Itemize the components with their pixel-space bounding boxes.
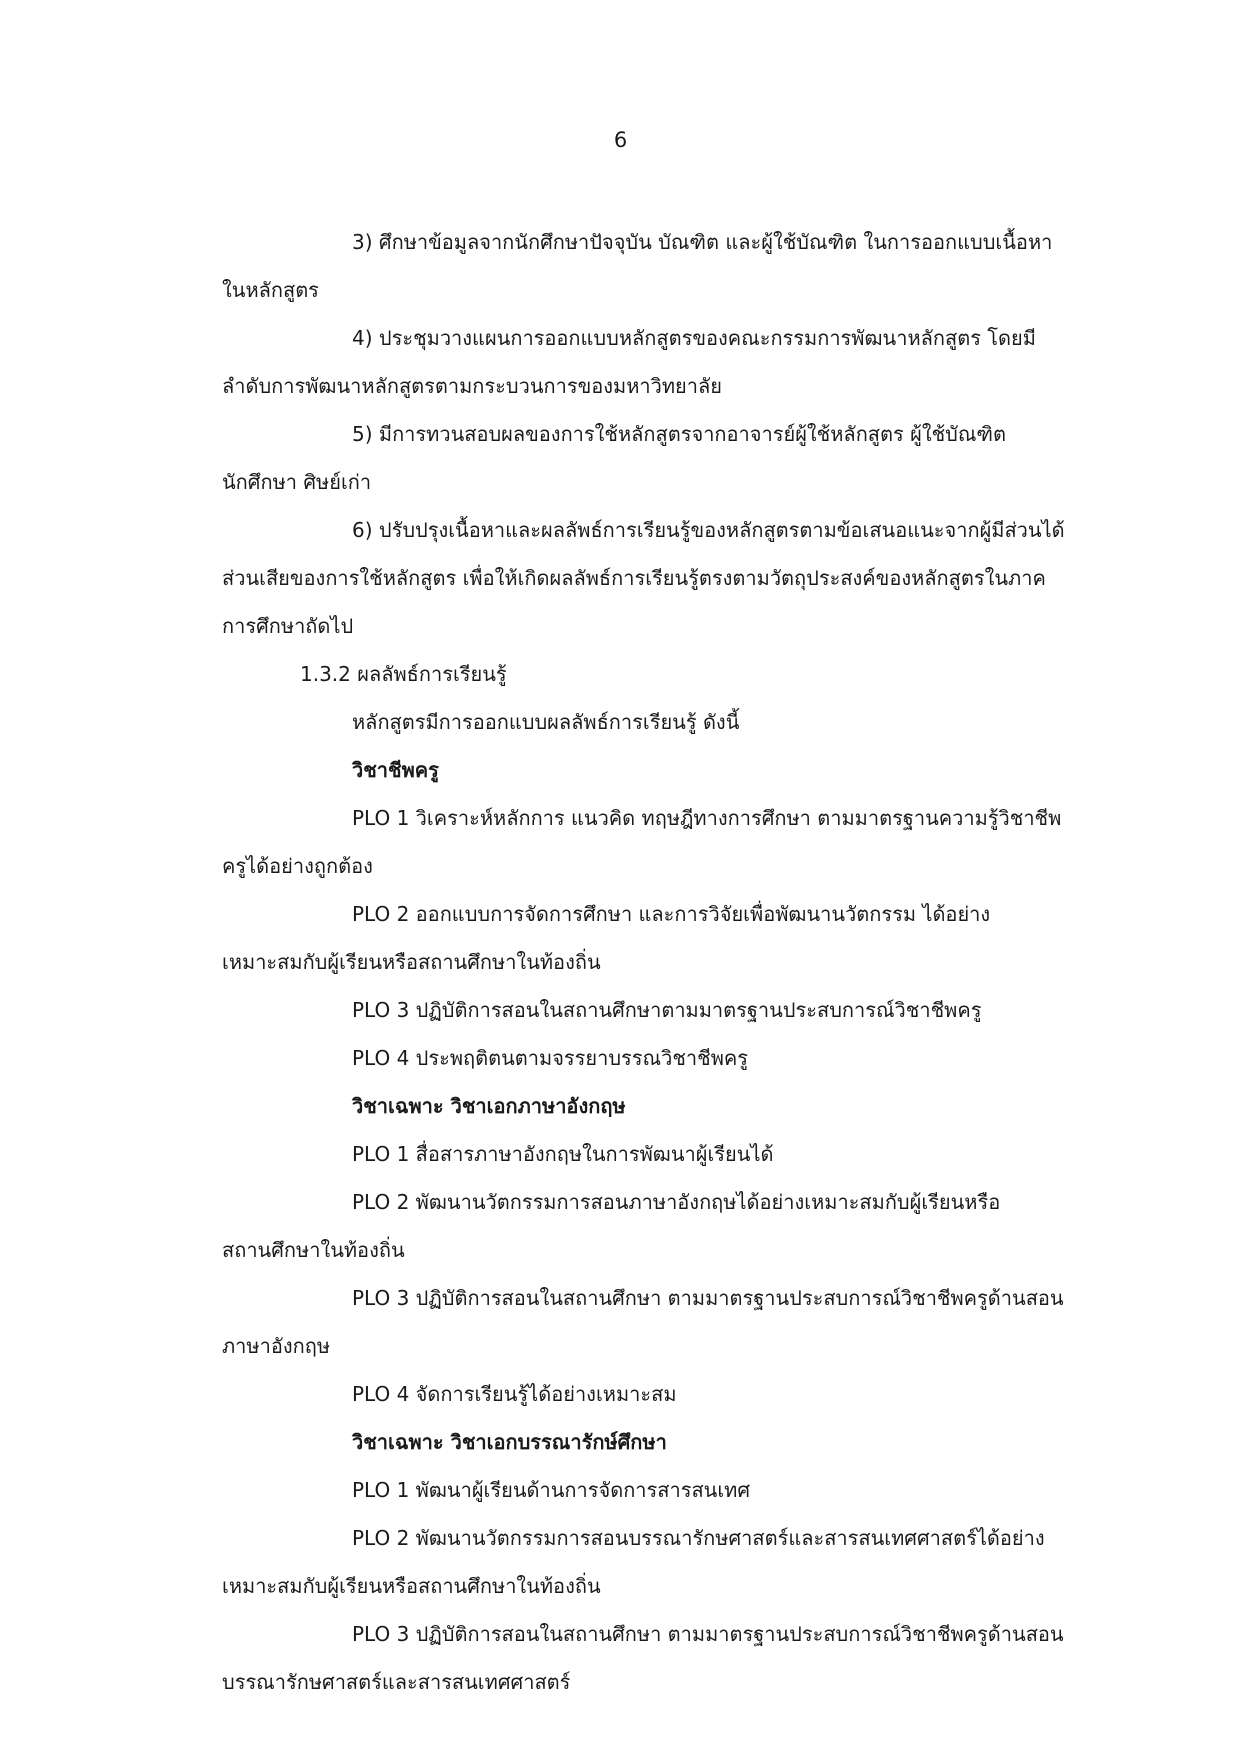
g3-plo2-line-2: เหมาะสมกับผู้เรียนหรือสถานศึกษาในท้องถิ่น: [222, 1574, 601, 1598]
step-6-line-1: 6) ปรับปรุงเนื้อหาและผลลัพธ์การเรียนรู้ของหลักสูตรตามข้อเสนอแนะจากผู้มีส่วนได้: [352, 518, 1065, 542]
step-6-line-3: การศึกษาถัดไป: [222, 614, 354, 638]
group-title-teaching-profession: วิชาชีพครู: [352, 758, 439, 782]
g1-plo1-line-2: ครูได้อย่างถูกต้อง: [222, 854, 373, 878]
g2-plo2-line-1: PLO 2 พัฒนานวัตกรรมการสอนภาษาอังกฤษได้อย่างเหมาะสมกับผู้เรียนหรือ: [352, 1190, 1001, 1214]
g2-plo3-line-1: PLO 3 ปฏิบัติการสอนในสถานศึกษา ตามมาตรฐานประสบการณ์วิชาชีพครูด้านสอน: [352, 1286, 1064, 1310]
g2-plo1: PLO 1 สื่อสารภาษาอังกฤษในการพัฒนาผู้เรียนได้: [352, 1142, 774, 1166]
g2-plo3-line-2: ภาษาอังกฤษ: [222, 1334, 331, 1358]
g3-plo3-line-1: PLO 3 ปฏิบัติการสอนในสถานศึกษา ตามมาตรฐานประสบการณ์วิชาชีพครูด้านสอน: [352, 1622, 1064, 1646]
page-number: 6: [613, 128, 628, 152]
step-3-line-1: 3) ศึกษาข้อมูลจากนักศึกษาปัจจุบัน บัณฑิต และผู้ใช้บัณฑิต ในการออกแบบเนื้อหา: [352, 230, 1053, 254]
group-title-english-major: วิชาเฉพาะ วิชาเอกภาษาอังกฤษ: [352, 1094, 626, 1118]
step-6-line-2: ส่วนเสียของการใช้หลักสูตร เพื่อให้เกิดผลลัพธ์การเรียนรู้ตรงตามวัตถุประสงค์ของหลักสูตรในภาค: [222, 566, 1046, 590]
subsection-intro: หลักสูตรมีการออกแบบผลลัพธ์การเรียนรู้ ดังนี้: [352, 710, 740, 734]
subsection-heading: 1.3.2 ผลลัพธ์การเรียนรู้: [300, 662, 507, 686]
g3-plo2-line-1: PLO 2 พัฒนานวัตกรรมการสอนบรรณารักษศาสตร์และสารสนเทศศาสตร์ได้อย่าง: [352, 1526, 1045, 1550]
g1-plo1-line-1: PLO 1 วิเคราะห์หลักการ แนวคิด ทฤษฎีทางการศึกษา ตามมาตรฐานความรู้วิชาชีพ: [352, 806, 1062, 830]
g1-plo4: PLO 4 ประพฤติตนตามจรรยาบรรณวิชาชีพครู: [352, 1046, 748, 1070]
step-5-line-2: นักศึกษา ศิษย์เก่า: [222, 470, 372, 494]
step-4-line-1: 4) ประชุมวางแผนการออกแบบหลักสูตรของคณะกรรมการพัฒนาหลักสูตร โดยมี: [352, 326, 1036, 350]
g1-plo2-line-1: PLO 2 ออกแบบการจัดการศึกษา และการวิจัยเพื่อพัฒนานวัตกรรม ได้อย่าง: [352, 902, 991, 926]
g1-plo2-line-2: เหมาะสมกับผู้เรียนหรือสถานศึกษาในท้องถิ่น: [222, 950, 601, 974]
g3-plo1: PLO 1 พัฒนาผู้เรียนด้านการจัดการสารสนเทศ: [352, 1478, 751, 1502]
group-title-library-major: วิชาเฉพาะ วิชาเอกบรรณารักษ์ศึกษา: [352, 1430, 667, 1454]
g2-plo4: PLO 4 จัดการเรียนรู้ได้อย่างเหมาะสม: [352, 1382, 677, 1406]
step-3-line-2: ในหลักสูตร: [222, 278, 319, 302]
step-5-line-1: 5) มีการทวนสอบผลของการใช้หลักสูตรจากอาจารย์ผู้ใช้หลักสูตร ผู้ใช้บัณฑิต: [352, 422, 1006, 446]
step-4-line-2: ลำดับการพัฒนาหลักสูตรตามกระบวนการของมหาวิทยาลัย: [222, 374, 722, 398]
g1-plo3: PLO 3 ปฏิบัติการสอนในสถานศึกษาตามมาตรฐานประสบการณ์วิชาชีพครู: [352, 998, 982, 1022]
g2-plo2-line-2: สถานศึกษาในท้องถิ่น: [222, 1238, 405, 1262]
g3-plo3-line-2: บรรณารักษศาสตร์และสารสนเทศศาสตร์: [222, 1670, 571, 1694]
